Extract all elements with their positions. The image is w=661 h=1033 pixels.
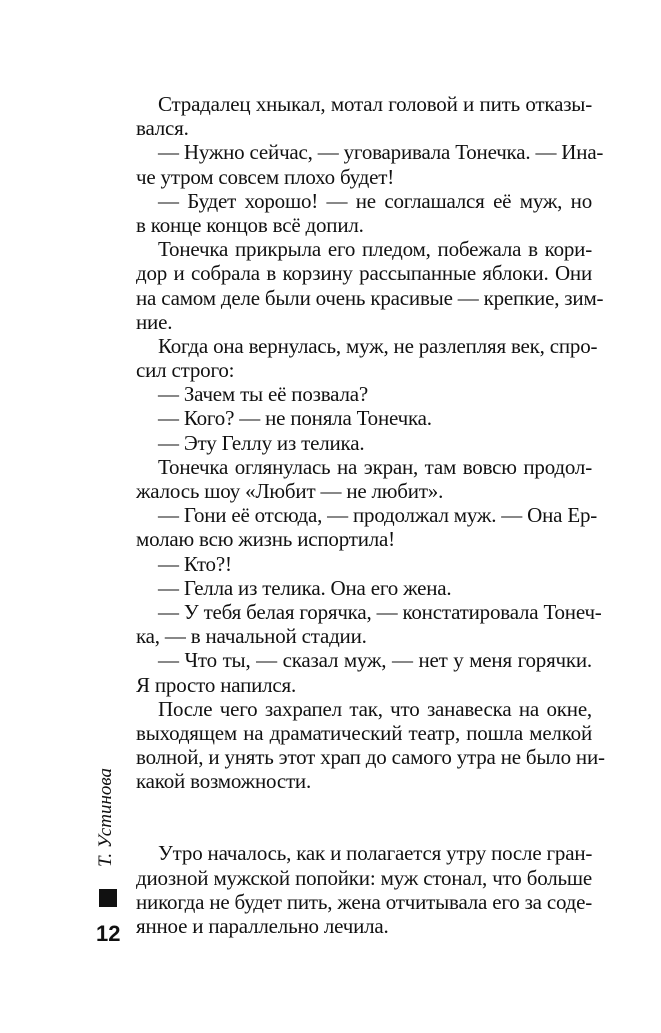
text-line: молаю всю жизнь испортила!: [136, 527, 395, 552]
running-head: [94, 768, 122, 888]
text-line: в конце концов всё допил.: [136, 212, 364, 237]
text-line: Тонечка прикрыла его пледом, побежала в кори-: [158, 237, 592, 262]
text-line: — Нужно сейчас, — уговаривала Тонечка. — Ина-: [158, 140, 604, 165]
text-line: Утро началось, как и полагается утру после гран-: [158, 841, 593, 866]
text-line: После чего захрапел так, что занавеска на окне,: [158, 696, 592, 721]
text-line: ние.: [136, 309, 173, 334]
text-line: — Эту Геллу из телика.: [158, 430, 365, 455]
text-line: — Гелла из телика. Она его жена.: [158, 575, 452, 600]
page-number: 12: [96, 921, 121, 946]
text-line: — Гони её отсюда, — продолжал муж. — Она Ер-: [158, 503, 598, 528]
text-line: волной, и унять этот храп до самого утра не было ни-: [136, 745, 605, 770]
text-line: Страдалец хныкал, мотал головой и пить отказы-: [158, 92, 592, 116]
text-line: дор и собрала в корзину рассыпанные яблоки. Они: [136, 261, 592, 286]
text-line: Тонечка оглянулась на экран, там вовсю продол-: [158, 454, 592, 479]
body-text: [136, 92, 605, 938]
section-break: [136, 793, 592, 841]
text-line: — Кто?!: [158, 551, 232, 576]
text-line: — Кого? — не поняла Тонечка.: [158, 406, 432, 431]
text-line: — Что ты, — сказал муж, — нет у меня горячки.: [158, 648, 592, 673]
text-line: Когда она вернулась, муж, не разлепляя век, спро-: [158, 333, 598, 358]
text-line: Я просто напился.: [136, 672, 297, 697]
text-line: жалось шоу «Любит — не любит».: [136, 479, 444, 503]
text-line: на самом деле были очень красивые — крепкие, зим-: [136, 285, 604, 310]
text-line: диозной мужской попойки: муж стонал, что больше: [136, 865, 592, 890]
text-line: — У тебя белая горячка, — констатировала Тонеч-: [158, 599, 602, 624]
author-name: Т. Устинова: [95, 768, 116, 867]
text-line: сил строго:: [136, 358, 235, 383]
text-line: — Зачем ты её позвала?: [158, 382, 368, 407]
text-line: — Будет хорошо! — не соглашался её муж, но: [158, 188, 592, 213]
text-line: какой возможности.: [136, 769, 312, 794]
text-line: вался.: [136, 116, 189, 141]
square-marker-icon: [99, 889, 117, 907]
text-line: никогда не будет пить, жена отчитывала его за соде-: [136, 889, 593, 914]
text-line: янное и параллельно лечила.: [136, 914, 389, 938]
text-line: ка, — в начальной стадии.: [136, 624, 367, 649]
text-line: выходящем на драматический театр, пошла мелкой: [136, 720, 592, 745]
text-line: че утром совсем плохо будет!: [136, 164, 395, 189]
